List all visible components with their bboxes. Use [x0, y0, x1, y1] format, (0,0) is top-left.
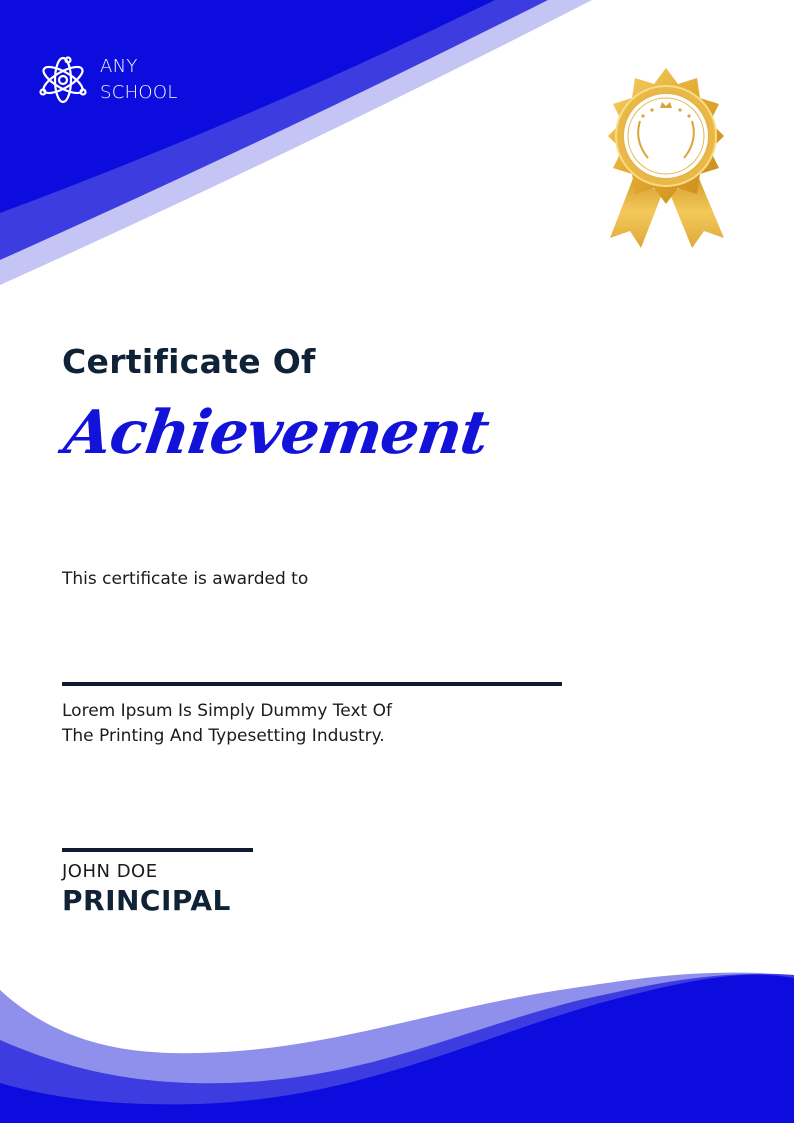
signatory-name: JOHN DOE [62, 861, 158, 882]
awarded-to-label: This certificate is awarded to [62, 569, 309, 589]
certificate-subtitle: Achievement [60, 398, 493, 468]
signatory-title: PRINCIPAL [62, 884, 231, 917]
certificate-title: Certificate Of [62, 342, 316, 381]
atom-icon [38, 54, 88, 106]
certificate-description [62, 699, 392, 749]
school-name-line1: ANY [100, 56, 138, 77]
school-name [100, 54, 178, 106]
recipient-name-line [62, 682, 562, 686]
description-line1: Lorem Ipsum Is Simply Dummy Text Of [62, 701, 392, 721]
gold-rosette-medal-icon [596, 66, 736, 261]
school-logo [38, 54, 178, 106]
signature-line [62, 848, 253, 852]
top-band-dark [0, 0, 495, 213]
school-name-line2: SCHOOL [100, 82, 178, 103]
description-line2: The Printing And Typesetting Industry. [62, 726, 385, 746]
